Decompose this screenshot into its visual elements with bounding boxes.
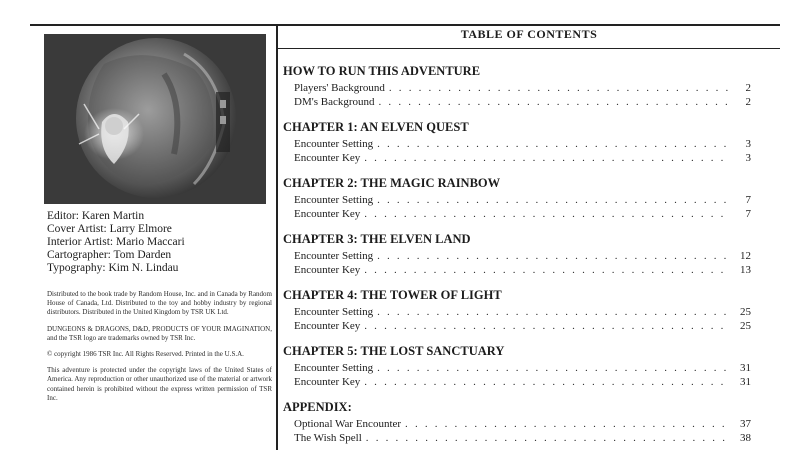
toc-section [283,400,751,445]
toc-entry: Encounter Setting . . . 7 [283,193,751,207]
cover-illustration [44,34,266,204]
column-divider [276,24,278,450]
toc-entry: Encounter Key . . . 31 [283,375,751,389]
toc-entry: Encounter Key . . . 13 [283,263,751,277]
section-title: APPENDIX: [283,400,352,414]
toc-list [283,64,751,456]
top-rule [30,24,780,26]
copyright-notice: © copyright 1986 TSR Inc. All Rights Reserved. Printed in the U.S.A. [47,350,244,359]
toc-entry: Encounter Setting . . . 25 [283,305,751,319]
toc-entry: Encounter Setting . . . 3 [283,137,751,151]
toc-section [283,288,751,333]
legal-notices [47,290,272,410]
toc-section [283,176,751,221]
toc-entry: Optional War Encounter . . . 37 [283,417,751,431]
section-title: CHAPTER 4: THE TOWER OF LIGHT [283,288,502,302]
credit-line: Cover Artist: Larry Elmore [47,223,172,235]
toc-section [283,120,751,165]
section-title: CHAPTER 1: AN ELVEN QUEST [283,120,469,134]
toc-title: TABLE OF CONTENTS [460,27,598,41]
title-rule [278,48,780,49]
toc-entry: DM's Background . . . 2 [283,95,751,109]
credit-line: Cartographer: Tom Darden [47,249,172,261]
toc-entry: Players' Background . . . 2 [283,81,751,95]
trademark-notice: DUNGEONS & DRAGONS, D&D, PRODUCTS OF YOUR IMAGINATION, and the TSR logo are trademarks owned by TSR Inc. [47,324,272,342]
section-title: CHAPTER 3: THE ELVEN LAND [283,232,471,246]
toc-entry: Encounter Key . . . 3 [283,151,751,165]
toc-entry: The Wish Spell . . . 38 [283,431,751,445]
credits-list [47,210,272,275]
toc-section [283,64,751,109]
distribution-notice: Distributed to the book trade by Random House, Inc. and in Canada by Random House of Canada, Ltd. Distributed to the toy and hobby industry by regional distributors. Distributed in the United Kingdom by TSR UK Ltd. [47,290,272,317]
credit-line: Editor: Karen Martin [47,210,145,222]
credit-line: Typography: Kim N. Lindau [47,262,179,274]
cover-art-graphic [44,34,266,204]
credit-line: Interior Artist: Mario Maccari [47,236,185,248]
toc-section [283,344,751,389]
toc-section [283,232,751,277]
toc-entry: Encounter Setting . . . 31 [283,361,751,375]
toc-entry: Encounter Key . . . 7 [283,207,751,221]
toc-entry: Encounter Key . . . 25 [283,319,751,333]
toc-entry: Encounter Setting . . . 12 [283,249,751,263]
section-title: CHAPTER 2: THE MAGIC RAINBOW [283,176,501,190]
section-title: CHAPTER 5: THE LOST SANCTUARY [283,344,505,358]
protection-notice: This adventure is protected under the copyright laws of the United States of America. Any reproduction or other unauthorized use of the material or artwork contained herein is prohibited without the express written permission of TSR Inc. [47,366,272,402]
section-title: HOW TO RUN THIS ADVENTURE [283,64,481,78]
